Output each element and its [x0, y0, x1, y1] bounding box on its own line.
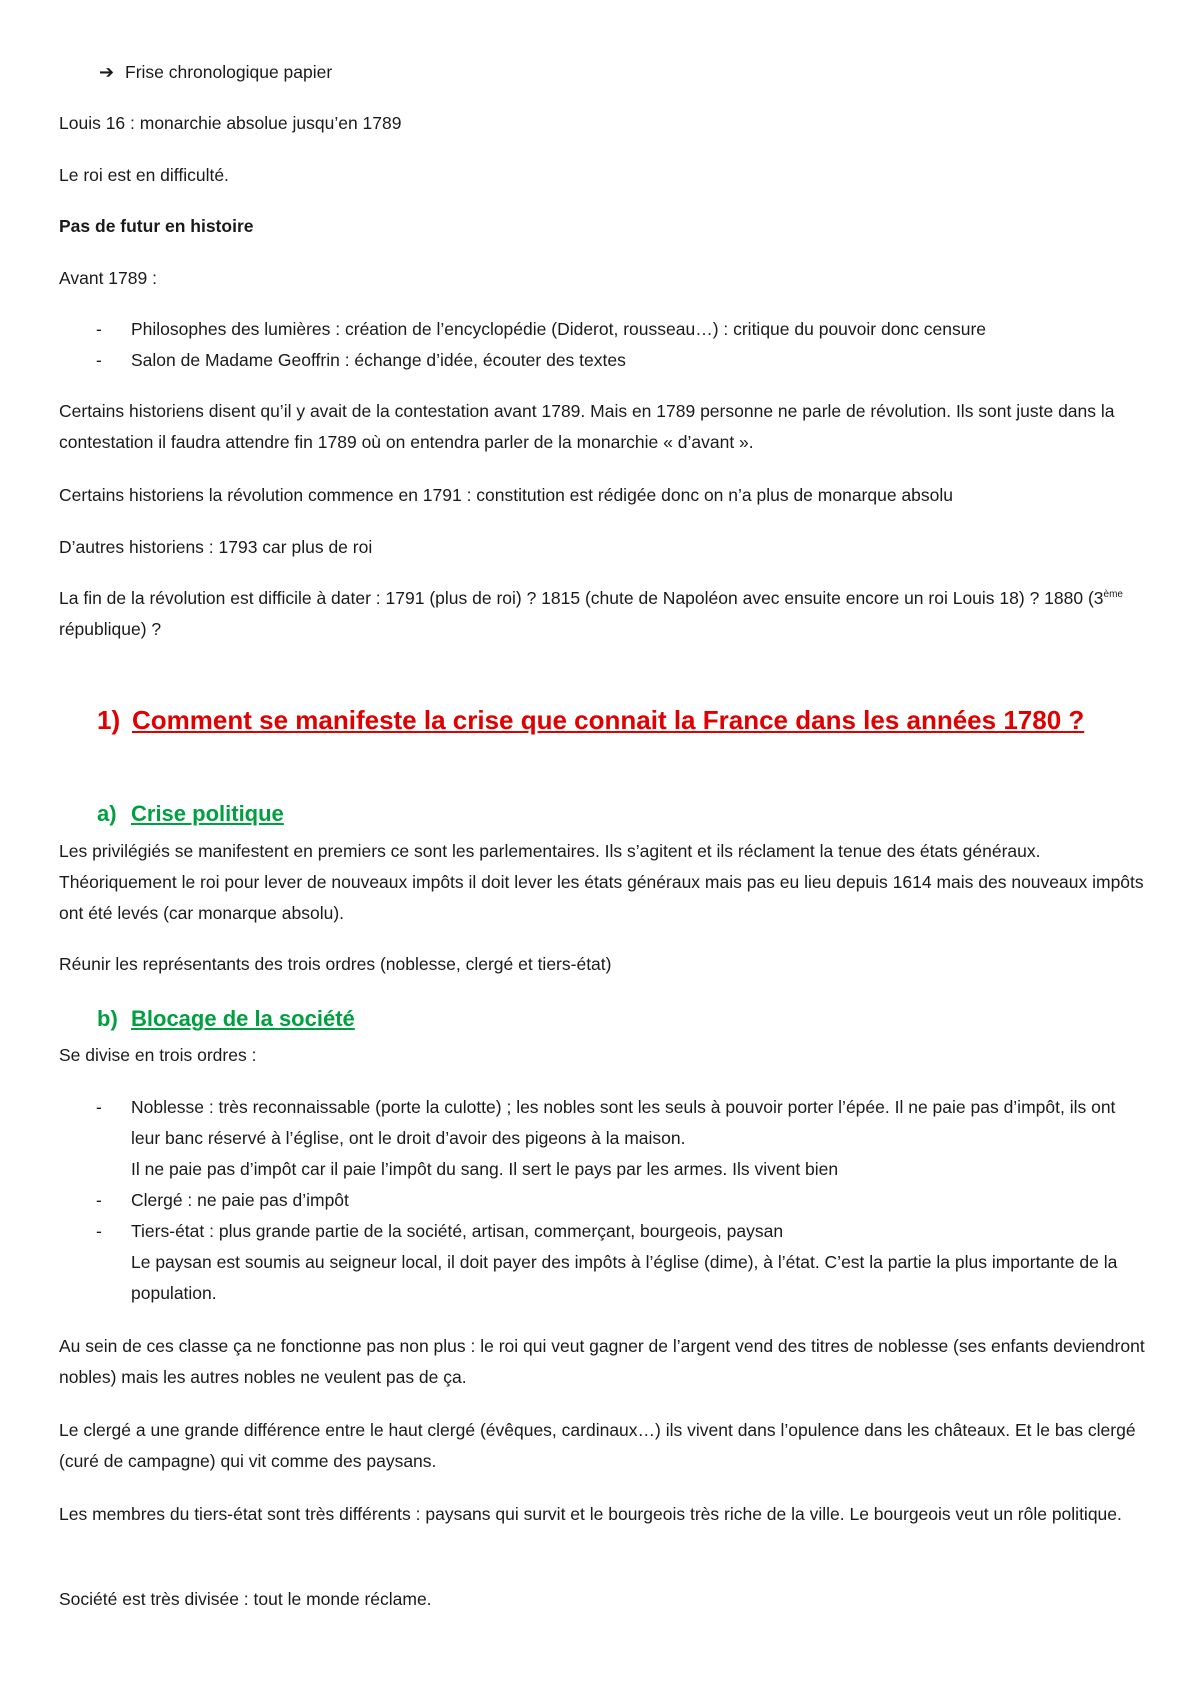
- list-item: - Tiers-état : plus grande partie de la société, artisan, commerçant, bourgeois, paysan Le paysan est soumis au seigneur local, il doit payer des impôts à l’église (dime), à l’état. C’est la partie la plus importante de la population.: [96, 1221, 1118, 1303]
- list-item: - Salon de Madame Geoffrin : échange d’idée, écouter des textes: [96, 350, 626, 370]
- paragraph-pas-de-futur: Pas de futur en histoire: [59, 216, 254, 236]
- list-item: - Clergé : ne paie pas d’impôt: [96, 1190, 349, 1210]
- arrow-bullet-line: [99, 57, 1189, 88]
- list-item: - Noblesse : très reconnaissable (porte la culotte) ; les nobles sont les seuls à pouvoir porter l’épée. Il ne paie pas d’impôt, ils ont leur banc réservé à l’église, ont le droit d’avoir des pigeons à la maison. Il ne paie pas d’impôt car il paie l’impôt du sang. Il sert le pays par les armes. Ils vivent bien: [96, 1097, 1116, 1179]
- paragraph-roi: Le roi est en difficulté.: [59, 165, 229, 185]
- subsection-number: b): [97, 1006, 118, 1031]
- superscript-eme: ème: [1103, 589, 1123, 600]
- paragraph-au-sein: Au sein de ces classe ça ne fonctionne pas non plus : le roi qui veut gagner de l’argent vend des titres de noblesse (ses enfants deviendront nobles) mais les autres nobles ne veulent pas de ça.: [59, 1336, 1145, 1387]
- paragraph-certains-historiens: Certains historiens disent qu’il y avait de la contestation avant 1789. Mais en 1789 personne ne parle de révolution. Ils sont juste dans la contestation il faudra attendre fin 1789 où on entendra parler de la monarchie « d’avant ».: [59, 401, 1115, 452]
- arrow-bullet-text: Frise chronologique papier: [125, 62, 333, 82]
- paragraph-louis: Louis 16 : monarchie absolue jusqu’en 1789: [59, 113, 402, 133]
- ordres-list: [59, 1092, 1149, 1309]
- paragraph-clerge: Le clergé a une grande différence entre le haut clergé (évêques, cardinaux…) ils vivent dans l’opulence dans les châteaux. Et le bas clergé (curé de campagne) qui vit comme des paysans.: [59, 1420, 1136, 1471]
- subsection-heading-a: [97, 797, 284, 831]
- section-heading-1: [97, 700, 1157, 740]
- subsection-title: Crise politique: [131, 801, 284, 826]
- section-title: Comment se manifeste la crise que connait la France dans les années 1780 ?: [132, 705, 1085, 735]
- paragraph-reunir: Réunir les représentants des trois ordres (noblesse, clergé et tiers-état): [59, 954, 612, 974]
- subsection-number: a): [97, 801, 117, 826]
- paragraph-avant: Avant 1789 :: [59, 268, 157, 288]
- paragraph-autres-historiens: D’autres historiens : 1793 car plus de roi: [59, 537, 373, 557]
- paragraph-privilegies: Les privilégiés se manifestent en premiers ce sont les parlementaires. Ils s’agitent et ils réclament la tenue des états généraux. Théoriquement le roi pour lever de nouveaux impôts il doit lever les états généraux mais pas eu lieu depuis 1614 mais des nouveaux impôts ont été levés (car monarque absolu).: [59, 841, 1144, 923]
- right-arrow-icon: ➔: [99, 62, 115, 82]
- paragraph-societe: Société est très divisée : tout le monde réclame.: [59, 1589, 432, 1609]
- list-item: - Philosophes des lumières : création de l’encyclopédie (Diderot, rousseau…) : critique du pouvoir donc censure: [96, 319, 987, 339]
- paragraph-tiers-etat: Les membres du tiers-état sont très différents : paysans qui survit et le bourgeois très riche de la ville. Le bourgeois veut un rôle politique.: [59, 1504, 1122, 1524]
- paragraph-certains-historiens-1791: Certains historiens la révolution commence en 1791 : constitution est rédigée donc on n’a plus de monarque absolu: [59, 485, 954, 505]
- paragraph-trois-ordres: Se divise en trois ordres :: [59, 1045, 257, 1065]
- subsection-title: Blocage de la société: [131, 1006, 355, 1031]
- avant-list: [59, 314, 1149, 376]
- section-number: 1): [97, 705, 121, 735]
- paragraph-fin-revolution: La fin de la révolution est difficile à dater : 1791 (plus de roi) ? 1815 (chute de Napoléon avec ensuite encore un roi Louis 18) ? 1880 (3ème république) ?: [59, 588, 1123, 639]
- subsection-heading-b: [97, 1002, 355, 1036]
